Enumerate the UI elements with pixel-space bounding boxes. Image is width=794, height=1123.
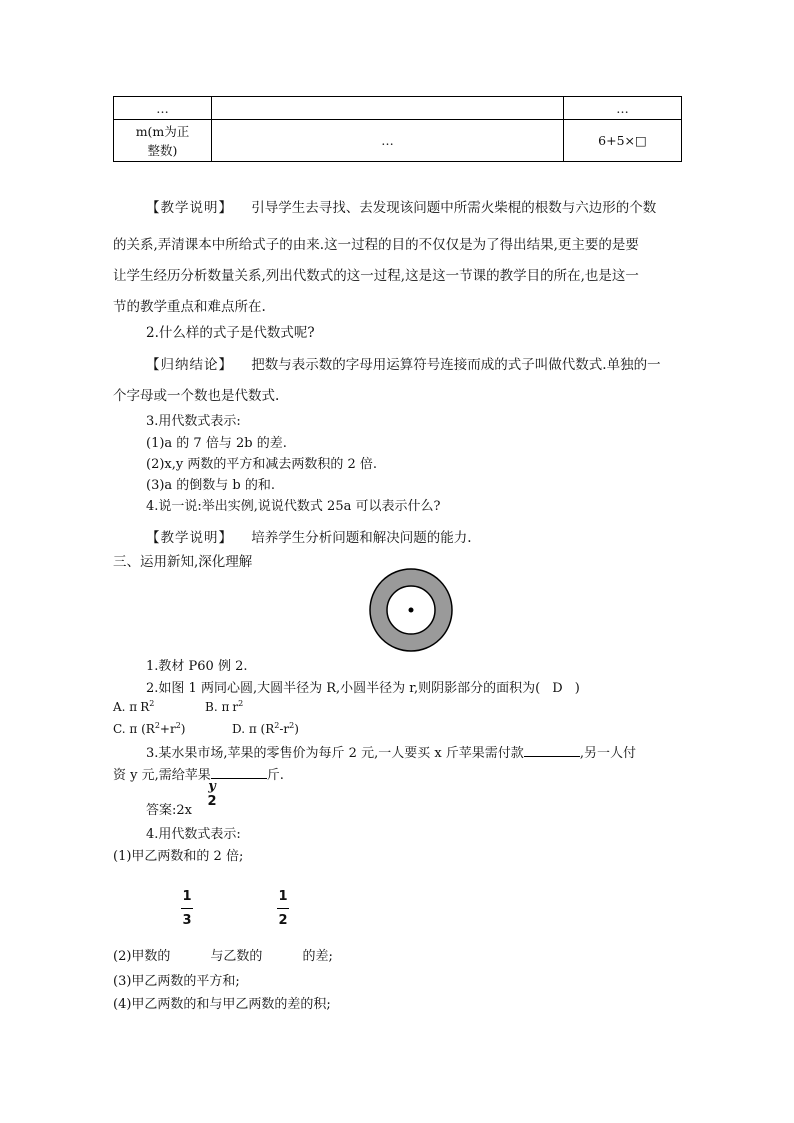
option-d (232, 721, 299, 736)
conclusion-line (146, 353, 661, 373)
teaching-note-line: 的关系,弄清课本中所给式子的由来.这一过程的目的不仅仅是为了得出结果,更主要的是要 (113, 237, 639, 253)
option-label: D. π ( (232, 722, 266, 736)
option-exp: 2 (289, 721, 295, 730)
option-exp: 2 (175, 721, 181, 730)
conclusion-tag: 【归纳结论】 (146, 357, 233, 373)
example-4-title: 4.用代数式表示: (146, 827, 241, 842)
example-2-text: 2.如图 1 两同心圆,大圆半径为 R,小圆半径为 r,则阴影部分的面积为( (146, 681, 541, 696)
fraction-denominator: 3 (182, 913, 192, 928)
table-cell: 6+5×□ (564, 120, 682, 162)
fraction-numerator: y (208, 779, 216, 794)
option-var: r (232, 700, 239, 714)
example-4-item: (4)甲乙两数的和与甲乙两数的差的积; (113, 997, 331, 1012)
pattern-table (113, 96, 682, 162)
fraction-denominator: 2 (207, 794, 217, 809)
answer-blank (524, 743, 580, 757)
table-cell (114, 120, 212, 162)
cell-line: m(m为正 (135, 123, 190, 139)
option-var: R (145, 722, 155, 736)
table-row (114, 120, 682, 162)
cell-line: 整数) (147, 142, 178, 158)
example-3-text: 资 y 元,需给苹果 (113, 768, 211, 783)
question-3-item: (3)a 的倒数与 b 的和. (146, 478, 276, 493)
option-exp: 2 (274, 721, 280, 730)
example-4-text: (2)甲数的 (113, 949, 171, 964)
option-op: -r (279, 722, 290, 736)
example-1: 1.教材 P60 例 2. (146, 659, 248, 674)
example-3-answer: 答案:2x (146, 803, 192, 818)
teaching-note-2 (146, 526, 472, 546)
option-var: R (265, 722, 275, 736)
conclusion-line: 个字母或一个数也是代数式. (113, 388, 280, 404)
example-2-answer: D (552, 681, 563, 696)
example-2-stem (146, 677, 580, 696)
fraction-numerator: 1 (278, 889, 288, 904)
fraction-denominator: 2 (278, 913, 288, 928)
example-3-line (146, 742, 636, 761)
table-cell: … (114, 97, 212, 120)
fraction-one-half (277, 889, 289, 928)
example-4-item (113, 945, 333, 964)
center-point (409, 608, 414, 613)
example-2-close: ) (574, 681, 580, 696)
fraction-numerator: 1 (182, 889, 192, 904)
example-4-item: (3)甲乙两数的平方和; (113, 974, 240, 989)
teaching-note-text: 引导学生去寻找、去发现该问题中所需火柴棍的根数与六边形的个数 (251, 200, 657, 216)
conclusion-text: 把数与表示数的字母用运算符号连接而成的式子叫做代数式.单独的一 (251, 357, 661, 373)
table-cell: … (212, 120, 564, 162)
question-3-item: (1)a 的 7 倍与 2b 的差. (146, 436, 287, 451)
answer-blank (211, 765, 267, 779)
table-row (114, 97, 682, 120)
teaching-note-line (146, 196, 656, 216)
option-exp: 2 (238, 699, 244, 708)
fraction-bar (277, 908, 289, 909)
concentric-circles-figure (368, 568, 454, 654)
option-a (113, 699, 154, 714)
example-3-text: ,另一人付 (579, 746, 636, 761)
fraction-one-third (181, 889, 193, 928)
option-close: ) (294, 722, 299, 736)
option-close: ) (180, 722, 186, 736)
option-var: R (140, 700, 150, 714)
table-cell (212, 97, 564, 120)
question-3-item: (2)x,y 两数的平方和减去两数积的 2 倍. (146, 457, 378, 472)
question-2: 2.什么样的式子是代数式呢? (146, 325, 315, 341)
question-3-title: 3.用代数式表示: (146, 414, 241, 429)
section-heading: 三、运用新知,深化理解 (113, 554, 253, 570)
option-c (113, 721, 185, 736)
table-cell: … (564, 97, 682, 120)
option-label: A. π (113, 700, 138, 714)
example-3-text: 斤. (266, 768, 284, 783)
option-exp: 2 (149, 699, 155, 708)
option-label: B. π (205, 700, 230, 714)
option-label: C. π ( (113, 722, 146, 736)
option-op: +r (159, 722, 176, 736)
teaching-note-tag: 【教学说明】 (146, 530, 233, 546)
option-exp: 2 (154, 721, 160, 730)
option-b (205, 699, 243, 714)
fraction-bar (181, 908, 193, 909)
teaching-note-line: 节的教学重点和难点所在. (113, 299, 266, 315)
example-3-text: 3.某水果市场,苹果的零售价为每斤 2 元,一人要买 x 斤苹果需付款 (146, 746, 524, 761)
example-4-item: (1)甲乙两数和的 2 倍; (113, 849, 244, 864)
example-3-line (113, 764, 284, 783)
teaching-note-line: 让学生经历分析数量关系,列出代数式的这一过程,这是这一节课的教学目的所在,也是这一 (113, 268, 639, 284)
example-4-text: 的差; (302, 949, 333, 964)
teaching-note-tag: 【教学说明】 (146, 200, 233, 216)
example-4-text: 与乙数的 (210, 949, 263, 964)
teaching-note-text: 培养学生分析问题和解决问题的能力. (251, 530, 472, 546)
fraction-y-over-2 (205, 779, 219, 809)
question-4: 4.说一说:举出实例,说说代数式 25a 可以表示什么? (146, 499, 441, 514)
